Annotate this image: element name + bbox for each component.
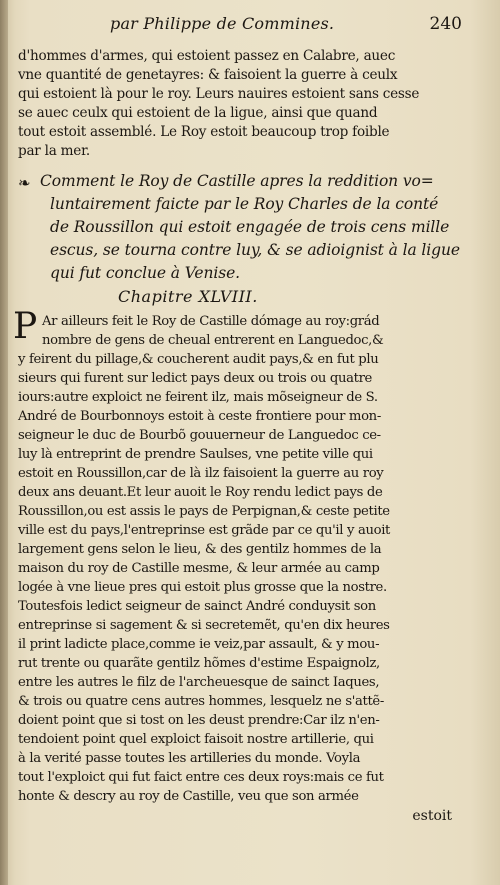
text-line: tout estoit assemblé. Le Roy estoit beaucoup trop foible xyxy=(18,124,390,140)
heading-line: qui fut conclue à Venise. xyxy=(50,264,240,282)
text-line: Roussillon,ou est assis le pays de Perpignan,& ceste petite xyxy=(18,504,390,519)
running-head: par Philippe de Commines. xyxy=(110,14,335,33)
text-line: nombre de gens de cheual entrerent en Languedoc,& xyxy=(42,333,384,348)
text-line: qui estoient là pour le roy. Leurs nauires estoient sans cesse xyxy=(18,86,420,102)
text-line: tendoient point quel exploict faisoit nostre artillerie, qui xyxy=(18,732,374,747)
catchword: estoit xyxy=(412,808,452,824)
text-line: seigneur le duc de Bourbõ gouuerneur de Languedoc ce- xyxy=(18,428,381,443)
text-line: d'hommes d'armes, qui estoient passez en Calabre, auec xyxy=(18,48,396,64)
fleuron-icon: ❧ xyxy=(18,174,31,192)
text-line: maison du roy de Castille mesme, & leur armée au camp xyxy=(18,561,380,576)
text-line: vne quantité de genetayres: & faisoient la guerre à ceulx xyxy=(18,67,398,83)
text-line: entre les autres le filz de l'archeuesque de sainct Iaques, xyxy=(18,675,380,690)
text-line: deux ans deuant.Et leur auoit le Roy rendu ledict pays de xyxy=(18,485,383,500)
heading-line: de Roussillon qui estoit engagée de trois cens mille xyxy=(50,218,450,236)
page-number: 240 xyxy=(429,14,462,34)
text-line: luy là entreprint de prendre Saulses, vne petite ville qui xyxy=(18,447,373,462)
text-line: par la mer. xyxy=(18,143,90,159)
text-line: entreprinse si sagement & si secretemẽt, qu'en dix heures xyxy=(18,618,390,633)
text-line: Toutesfois ledict seigneur de sainct André conduysit son xyxy=(18,599,376,614)
text-line: Ar ailleurs feit le Roy de Castille dómage au roy:grád xyxy=(42,314,380,329)
text-line: il print ladicte place,comme ie veiz,par assault, & y mou- xyxy=(18,637,380,652)
text-line: logée à vne lieue pres qui estoit plus grosse que la nostre. xyxy=(18,580,387,595)
text-line: & trois ou quatre cens autres hommes, lesquelz ne s'attẽ- xyxy=(18,694,384,709)
text-line: honte & descry au roy de Castille, veu que son armée xyxy=(18,789,359,804)
heading-line: escus, se tourna contre luy, & se adioignist à la ligue xyxy=(50,241,460,259)
text-line: André de Bourbonnoys estoit à ceste frontiere pour mon- xyxy=(18,409,381,424)
text-line: largement gens selon le lieu, & des gentilz hommes de la xyxy=(18,542,382,557)
text-line: rut trente ou quarãte gentilz hõmes d'estime Espaignolz, xyxy=(18,656,380,671)
text-line: y feirent du pillage,& coucherent audit pays,& en fut plu xyxy=(18,352,379,367)
text-line: se auec ceulx qui estoient de la ligue, ainsi que quand xyxy=(18,105,378,121)
heading-line: luntairement faicte par le Roy Charles de la conté xyxy=(50,195,439,213)
text-line: estoit en Roussillon,car de là ilz faisoient la guerre au roy xyxy=(18,466,384,481)
drop-capital: P xyxy=(13,306,38,347)
text-line: ville est du pays,l'entreprinse est grãde par ce qu'il y auoit xyxy=(18,523,391,538)
heading-line: Comment le Roy de Castille apres la reddition vo= xyxy=(40,172,434,190)
text-line: à la verité passe toutes les artilleries du monde. Voyla xyxy=(18,751,361,766)
text-line: tout l'exploict qui fut faict entre ces deux roys:mais ce fut xyxy=(18,770,384,785)
page-spine-shadow xyxy=(0,0,8,885)
text-line: doient point que si tost on les deust prendre:Car ilz n'en- xyxy=(18,713,380,728)
text-line: iours:autre exploict ne feirent ilz, mais mõseigneur de S. xyxy=(18,390,378,405)
chapter-title: Chapitre XLVIII. xyxy=(118,287,258,306)
text-line: sieurs qui furent sur ledict pays deux ou trois ou quatre xyxy=(18,371,372,386)
